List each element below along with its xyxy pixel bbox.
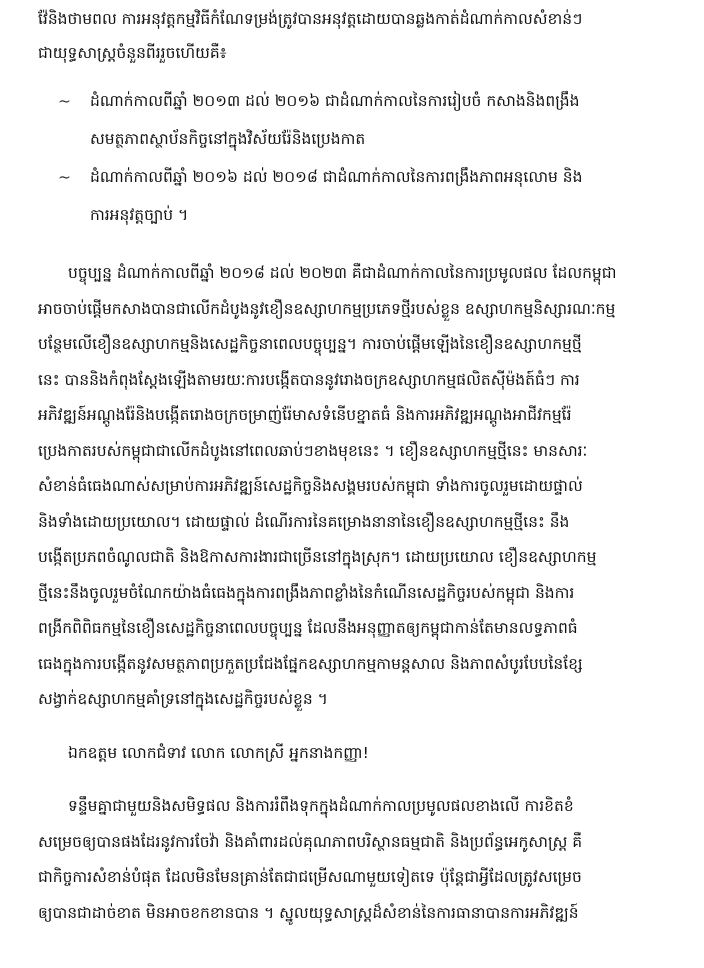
list-item <box>58 158 658 234</box>
salutation-paragraph <box>38 736 658 772</box>
text-line: សម្រេចឲ្យបានផងដែរនូវការចែវ៉ា និងគាំពារដល់គុណភាពបរិស្ថានធម្មជាតិ និងប្រព័ន្ធអេកូសាស្ត្រ គឺ <box>38 832 583 851</box>
text-line: បន្ថែមលើខឿនឧស្សាហកម្មនិងសេដ្ឋកិច្ចនាពេលបច្ចុប្បន្ន។ ការចាប់ផ្តើមឡើងនៃខឿនឧស្សាហកម្មថ្មី <box>38 335 582 353</box>
text-line: បច្ចុប្បន្ន ដំណាក់កាលពីឆ្នាំ ២០១៨ ដល់ ២០២៣ គឺជាដំណាក់កាលនៃការប្រមូលផល ដែលកម្ពុជា <box>68 264 617 282</box>
tilde-bullet-icon: ~ <box>58 168 71 186</box>
text-line: ដំណាក់កាលពីឆ្នាំ ២០១៦ ដល់ ២០១៨ ជាដំណាក់កាលនៃការពង្រឹងភាពអនុលោម និង <box>90 168 583 186</box>
list-item <box>58 82 658 158</box>
closing-paragraph <box>38 789 658 931</box>
text-line: សមត្ថភាពស្ថាប័នកិច្ចនៅក្នុងវិស័យរ៉ែនិងប្រេងកាត <box>90 130 366 148</box>
text-line: ដំណាក់កាលពីឆ្នាំ ២០១៣ ដល់ ២០១៦ ជាដំណាក់កាលនៃការរៀបចំ កសាងនិងពង្រឹង <box>90 92 580 110</box>
text-line: សង្វាក់ឧស្សាហកម្មគាំទ្រនៅក្នុងសេដ្ឋកិច្ចរបស់ខ្លួន ។ <box>38 690 328 708</box>
text-line: ទន្ទឹមគ្នាជាមួយនិងសមិទ្ធផល និងការរំពឹងទុកក្នុងដំណាក់កាលប្រមូលផលខាងលើ ការខិតខំ <box>68 797 574 815</box>
text-line: វ៉ែនិងថាមពល ការអនុវត្តកម្មវិធីកំណែទម្រង់ត្រូវបានអនុវត្តដោយបានឆ្លងកាត់ដំណាក់កាលសំខាន់ៗ <box>38 10 583 28</box>
text-line: ការអនុវត្តច្បាប់ ។ <box>90 206 189 224</box>
text-line: ពង្រីកពិពិធកម្មនៃខឿនសេដ្ឋកិច្ចនាពេលបច្ចុប្បន្ន ដែលនឹងអនុញ្ញាតឲ្យកម្ពុជាកាន់តែមានលទ្ធភាពធំ <box>38 619 578 637</box>
salutation: ឯកឧត្តម លោកជំទាវ លោក លោកស្រី អ្នកនាងកញ្ញា! <box>68 743 369 762</box>
text-line: ធេងក្នុងការបង្កើតនូវសមត្ថភាពប្រកួតប្រជែងផ្នែកឧស្សាហកម្មកាមន្តសាល និងភាពសំបូរបែបនៃខ្សែ <box>38 654 583 673</box>
intro-paragraph <box>38 0 658 70</box>
main-paragraph <box>38 256 658 718</box>
text-line: ប្រេងកាតរបស់កម្ពុជាជាលើកដំបូងនៅពេលឆាប់ៗខាងមុខនេះ ។ ខឿនឧស្សាហកម្មថ្មីនេះ មានសារៈ <box>38 441 588 460</box>
text-line: សំខាន់ធំធេងណាស់សម្រាប់ការអភិវឌ្ឍន៍សេដ្ឋកិច្ចនិងសង្គមរបស់កម្ពុជា ទាំងការចូលរួមដោយផ្ទាល់ <box>38 477 583 495</box>
text-line: នេះ បាននិងកំពុងស្តែងឡើងតាមរយៈការបង្កើតបាននូវរោងចក្រឧស្សាហកម្មផលិតស៊ីម៉ងត៍ធំៗ ការ <box>38 370 580 389</box>
bullet-list <box>38 82 658 234</box>
text-line: ជាកិច្ចការសំខាន់បំផុត ដែលមិនមែនគ្រាន់តែជាជម្រើសណាមួយទៀតទេ ប៉ុន្តែជាអ្វីដែលត្រូវសម្រេច <box>38 868 582 886</box>
text-line: ថ្មីនេះនឹងចូលរួមចំណែកយ៉ាងធំធេងក្នុងការពង្រឹងភាពខ្លាំងនៃកំណើនសេដ្ឋកិច្ចរបស់កម្ពុជា និងការ <box>38 583 575 602</box>
text-line: និងទាំងដោយប្រយោល។ ដោយផ្ទាល់ ដំណើរការនៃគម្រោងនានានៃខឿនឧស្សាហកម្មថ្មីនេះ នឹង <box>38 512 570 531</box>
text-line: បង្កើតប្រភពចំណូលជាតិ និងឱកាសការងារជាច្រើននៅក្នុងស្រុក។ ដោយប្រយោល ខឿនឧស្សាហកម្ម <box>38 548 597 566</box>
text-line: អភិវឌ្ឍន៍អណ្តូងរ៉ែនិងបង្កើតរោងចក្រចម្រាញ់រ៉ែមាសទំនើបខ្នាតធំ និងការអភិវឌ្ឍអណ្តូងអាជីវកម្មរ៉ែ <box>38 406 572 424</box>
tilde-bullet-icon: ~ <box>58 92 71 110</box>
text-line: ឲ្យបានជាដាច់ខាត មិនអាចខកខានបាន ។ ស្នូលយុទ្ធសាស្ត្រដ៏សំខាន់នៃការធានាបានការអភិវឌ្ឍន៍ <box>38 903 579 922</box>
text-line: ជាយុទ្ធសាស្ត្រចំនួនពីររួចហើយគឺ៖ <box>38 44 227 62</box>
text-line: អាចចាប់ផ្តើមកសាងបានជាលើកដំបូងនូវខឿនឧស្សាហកម្មប្រភេទថ្មីរបស់ខ្លួន ឧស្សាហកម្មនិស្សារណៈកម្ម <box>38 299 616 318</box>
